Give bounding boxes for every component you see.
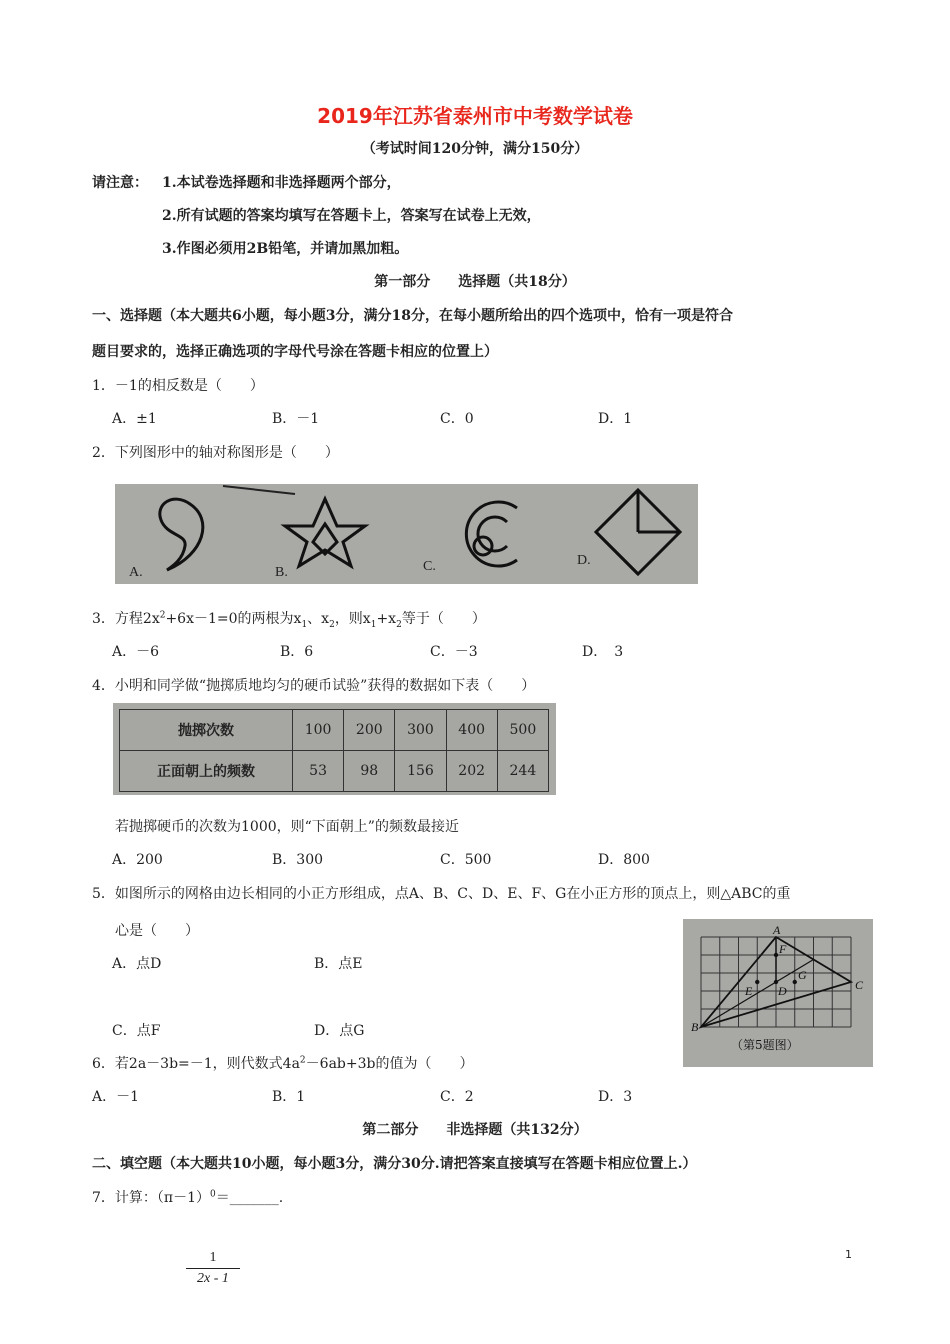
- table-cell: 98: [344, 751, 395, 792]
- label-f: F: [779, 942, 787, 956]
- table-row: [120, 710, 549, 751]
- label-d: D: [778, 984, 787, 998]
- q6-option-a: A．－1: [92, 1089, 140, 1105]
- label-b: B: [691, 1020, 699, 1034]
- figure-b-label: B.: [275, 565, 288, 580]
- table-cell: 100: [293, 710, 344, 751]
- notice-item-1: 1.本试卷选择题和非选择题两个部分，: [162, 175, 401, 191]
- figure-d-square-shape: [596, 490, 680, 574]
- q5-stem-cont: 心是（ ）: [115, 923, 199, 939]
- notice-label: 请注意：: [92, 175, 148, 191]
- q2-stem: 2．下列图形中的轴对称图形是（ ）: [92, 445, 339, 461]
- section1-intro-cont: 题目要求的，选择正确选项的字母代号涂在答题卡相应的位置上）: [92, 344, 498, 360]
- section1-intro: 一、选择题（本大题共6小题，每小题3分，满分18分，在每小题所给出的四个选项中，恰有一项是符合: [92, 308, 733, 324]
- q4-option-d: D．800: [598, 852, 650, 868]
- section2-intro: 二、填空题（本大题共10小题，每小题3分，满分30分.请把答案直接填写在答题卡相应位置上.）: [92, 1156, 697, 1172]
- part1-heading: 第一部分 选择题（共18分）: [374, 274, 576, 290]
- q1-option-d: D．1: [598, 411, 633, 427]
- label-a: A: [773, 923, 781, 937]
- page-number: 1: [845, 1248, 852, 1261]
- page-title: 2019年江苏省泰州市中考数学试卷: [317, 104, 633, 128]
- q2-figure-panel: [115, 484, 698, 584]
- label-c: C: [855, 978, 864, 992]
- table-cell: 300: [395, 710, 446, 751]
- q6-option-b: B．1: [272, 1089, 306, 1105]
- q3-option-d: D． 3: [582, 644, 624, 660]
- fraction: [186, 1250, 240, 1287]
- label-e: E: [745, 984, 753, 998]
- table-row: [120, 751, 549, 792]
- q5-option-b: B．点E: [314, 956, 363, 972]
- figure-d-label: D.: [577, 553, 591, 568]
- notice-item-2: 2.所有试题的答案均填写在答题卡上，答案写在试卷上无效，: [162, 208, 541, 224]
- q4-option-c: C．500: [440, 852, 492, 868]
- q1-option-a: A．±1: [112, 411, 157, 427]
- figure-a-label: A.: [129, 565, 143, 580]
- point-e: [755, 980, 759, 984]
- fraction-numerator: 1: [186, 1250, 240, 1269]
- q6-option-d: D．3: [598, 1089, 633, 1105]
- q6-stem: 6．若2a－3b=－1，则代数式$4a^2-6ab+3b$的值为（ ）: [92, 1055, 474, 1072]
- table-cell: 400: [446, 710, 497, 751]
- q1-stem: 1．－1的相反数是（ ）: [92, 378, 264, 394]
- q7-stem: 7．计算：$(\pi-1)^0=\_\_\_\_\_\_\_$.: [92, 1189, 284, 1206]
- q1-option-c: C．0: [440, 411, 474, 427]
- q5-option-c: C．点F: [112, 1023, 161, 1039]
- q3-option-b: B．6: [280, 644, 314, 660]
- fraction-denominator: 2x - 1: [197, 1271, 229, 1286]
- q5-stem: 5．如图所示的网格由边长相同的小正方形组成，点A、B、C、D、E、F、G在小正方形的顶点上，则△ABC的重: [92, 886, 791, 902]
- notice-item-3: 3.作图必须用2B铅笔，并请加黑加粗。: [162, 241, 409, 257]
- table-cell: 200: [344, 710, 395, 751]
- table-cell: 156: [395, 751, 446, 792]
- q7-answer-blank: _______: [229, 1190, 279, 1206]
- figure-b-star-shape: [285, 499, 365, 566]
- row1-label: 抛掷次数: [120, 710, 293, 751]
- table-cell: 500: [497, 710, 548, 751]
- figure-c-label: C.: [423, 559, 436, 574]
- figure-c-ring-shape: [466, 502, 517, 566]
- q5-option-a: A．点D: [112, 956, 162, 972]
- row2-label: 正面朝上的频数: [120, 751, 293, 792]
- q2-figures: [115, 484, 698, 584]
- point-f: [774, 953, 778, 957]
- q3-stem: 3．方程$2x^2+6x-1=0$的两根为$x_1$、$x_2$，则$x_1+x_2$等于（ ）: [92, 610, 486, 630]
- q1-option-b: B．－1: [272, 411, 320, 427]
- q5-grid-figure: [683, 919, 873, 1067]
- q6-option-c: C．2: [440, 1089, 474, 1105]
- table-cell: 202: [446, 751, 497, 792]
- part2-heading: 第二部分 非选择题（共132分）: [362, 1122, 588, 1138]
- q4-table-panel: [113, 703, 556, 795]
- q5-figure-panel: [683, 919, 873, 1067]
- figure-caption: （第5题图）: [731, 1038, 799, 1052]
- q4-option-a: A．200: [112, 852, 163, 868]
- q3-option-a: A．－6: [112, 644, 160, 660]
- figure-a-comma-shape: [160, 499, 203, 570]
- frequency-table: [119, 709, 549, 792]
- table-cell: 53: [293, 751, 344, 792]
- exam-info: （考试时间120分钟，满分150分）: [361, 141, 589, 157]
- table-cell: 244: [497, 751, 548, 792]
- label-g: G: [798, 968, 807, 982]
- q4-option-b: B．300: [272, 852, 324, 868]
- point-g: [793, 980, 797, 984]
- q4-stem: 4．小明和同学做“抛掷质地均匀的硬币试验”获得的数据如下表（ ）: [92, 678, 536, 694]
- q5-option-d: D．点G: [314, 1023, 365, 1039]
- q4-follow-up: 若抛掷硬币的次数为1000，则“下面朝上”的频数最接近: [115, 819, 459, 835]
- q3-option-c: C．－3: [430, 644, 478, 660]
